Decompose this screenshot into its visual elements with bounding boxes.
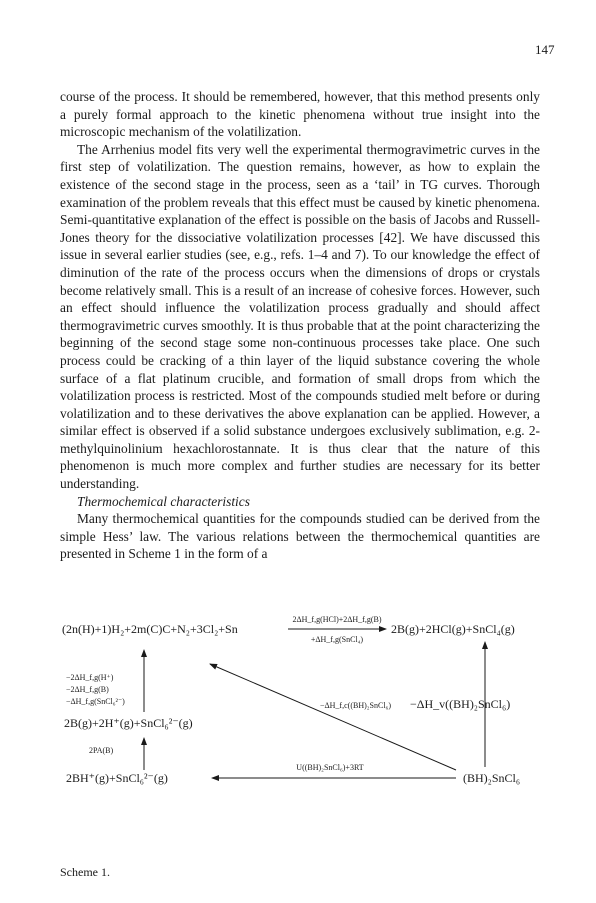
pa-label: 2PA(B) [89, 746, 114, 755]
page-number: 147 [535, 42, 555, 57]
top-arrow-label-upper: 2ΔH_f,g(HCl)+2ΔH_f,g(B) [292, 615, 382, 624]
scheme-svg [0, 600, 596, 860]
top-arrow-label-lower: +ΔH_f,g(SnCl₄) [310, 635, 364, 644]
paragraph: The Arrhenius model fits very well the experimental thermogravimetric curves in the first step of volatilization. The question remains, however, as how to explain the existence of the second stage in the process, seen as a ‘tail’ in TG curves. Thorough examination of the problem reveals that this effect must be caused by kinetic phenomena. Semi-quantitative explanation of the effect is possible on the basis of Jacobs and Russell-Jones theory for the dissociative volatilization processes [42]. We have discussed this issue in several earlier studies (see, e.g., refs. 1–4 and 7). To our knowledge the effect of diminution of the rate of the process occurs when the dimensions of drops or crystals become relatively small. This is a result of an increase of cohesive forces. However, such an effect should influence the volatilization process gradually and should affect thermogravimetric curves smoothly. It is thus probable that at the point characterizing the beginning of the second stage some non-continuous processes take place. One such process could be cracking of a thin layer of the liquid substance covering the whole surface of a flat platinum crucible, and formation of small drops from which the volatilization process is restricted. Most of the compounds studied melt before or during volatilization and to these derivatives the above explanation can be applied. However, a similar effect is observed if a solid substance undergoes exclusively sublimation, e.g. 2-methylquinolinium hexachlorostannate. It is thus clear that the nature of this phenomenon is much more complex and further studies are necessary for its better understanding. [60, 141, 540, 492]
thermochemical-scheme [0, 600, 596, 860]
top-right-species: 2B(g)+2HCl(g)+SnCl₄(g) [391, 622, 515, 636]
section-heading: Thermochemical characteristics [77, 493, 250, 509]
bottom-left-species: 2BH⁺(g)+SnCl₆²⁻(g) [66, 771, 168, 785]
diagonal-label: −ΔH_f,c((BH)₂SnCl₆) [320, 701, 392, 710]
left-arrow-label-1: −2ΔH_f,g(H⁺) [66, 673, 114, 682]
paragraph: course of the process. It should be remembered, however, that this method presents only a purely formal approach to the kinetic phenomena without true insight into the microscopic mechanism of the volatilization. [60, 89, 540, 140]
body-text [60, 88, 540, 563]
bottom-arrow-label: U((BH)₂SnCl₆)+3RT [296, 763, 364, 772]
bottom-right-species: (BH)₂SnCl₆ [463, 771, 521, 785]
left-arrow-label-2: −2ΔH_f,g(B) [66, 685, 109, 694]
left-arrow-label-3: −ΔH_f,g(SnCl₆²⁻) [66, 697, 125, 706]
diagonal-arrow [210, 664, 456, 770]
paragraph: Many thermochemical quantities for the compounds studied can be derived from the simple Hess’ law. The various relations between the thermochemical quantities are presented in Scheme 1 in the form of a [60, 511, 540, 562]
top-left-species: (2n(H)+1)H₂+2m(C)C+N₂+3Cl₂+Sn [62, 622, 238, 636]
middle-left-species: 2B(g)+2H⁺(g)+SnCl₆²⁻(g) [64, 716, 193, 730]
right-label: −ΔH_v((BH)₂SnCl₆) [410, 697, 511, 711]
scheme-caption: Scheme 1. [60, 865, 110, 879]
